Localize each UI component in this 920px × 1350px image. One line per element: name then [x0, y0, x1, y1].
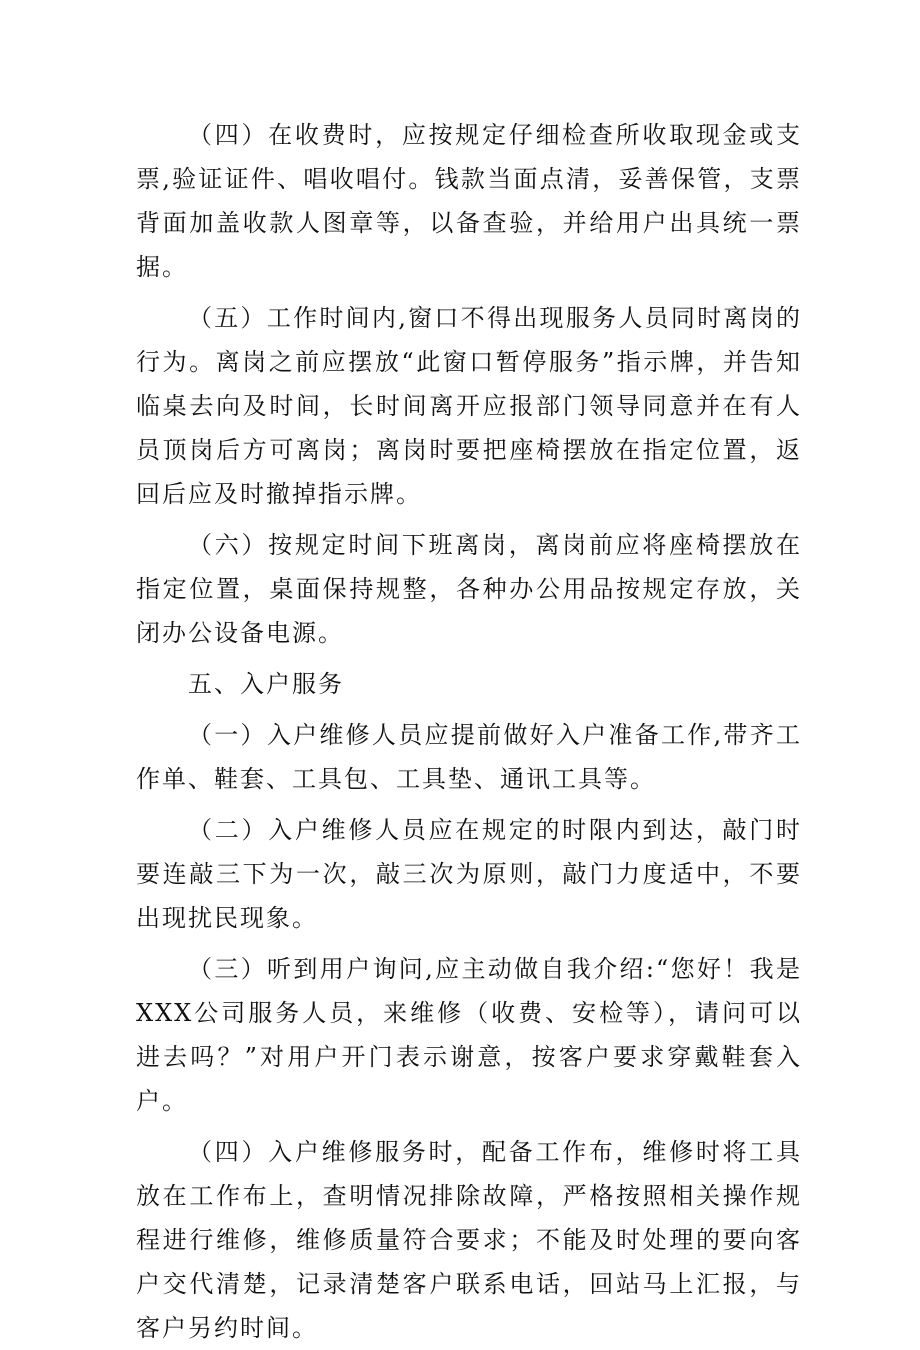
paragraph-off-duty: （六）按规定时间下班离岗，离岗前应将座椅摆放在指定位置，桌面保持规整，各种办公用品按规定存放，关闭办公设备电源。 — [136, 531, 802, 647]
paragraph-window-absence: （五）工作时间内,窗口不得出现服务人员同时离岗的行为。离岗之前应摆放“此窗口暂停服务”指示牌，并告知临桌去向及时间，长时间离开应报部门领导同意并在有人员顶岗后方可离岗；离岗时要把座椅摆放在指定位置，返回后应及时撤掉指示牌。 — [136, 304, 802, 508]
paragraph-repair-service: （四）入户维修服务时，配备工作布，维修时将工具放在工作布上，查明情况排除故障，严格按照相关操作规程进行维修，维修质量符合要求；不能及时处理的要向客户交代清楚，记录清楚客户联系电话，回站马上汇报，与客户另约时间。 — [136, 1138, 802, 1342]
paragraph-arrival-knocking: （二）入户维修人员应在规定的时限内到达，敲门时要连敲三下为一次，敲三次为原则，敲门力度适中，不要出现扰民现象。 — [136, 816, 802, 932]
paragraph-collection-check: （四）在收费时，应按规定仔细检查所收取现金或支票,验证证件、唱收唱付。钱款当面点清，妥善保管，支票背面加盖收款人图章等，以备查验，并给用户出具统一票据。 — [136, 121, 802, 281]
section-heading-home-service: 五、入户服务 — [188, 670, 344, 698]
paragraph-self-introduction: （三）听到用户询问,应主动做自我介绍:“您好！我是XXX公司服务人员，来维修（收费、安检等），请问可以进去吗？”对用户开门表示谢意，按客户要求穿戴鞋套入户。 — [136, 955, 802, 1115]
paragraph-home-preparation: （一）入户维修人员应提前做好入户准备工作,带齐工作单、鞋套、工具包、工具垫、通讯工具等。 — [136, 721, 802, 793]
